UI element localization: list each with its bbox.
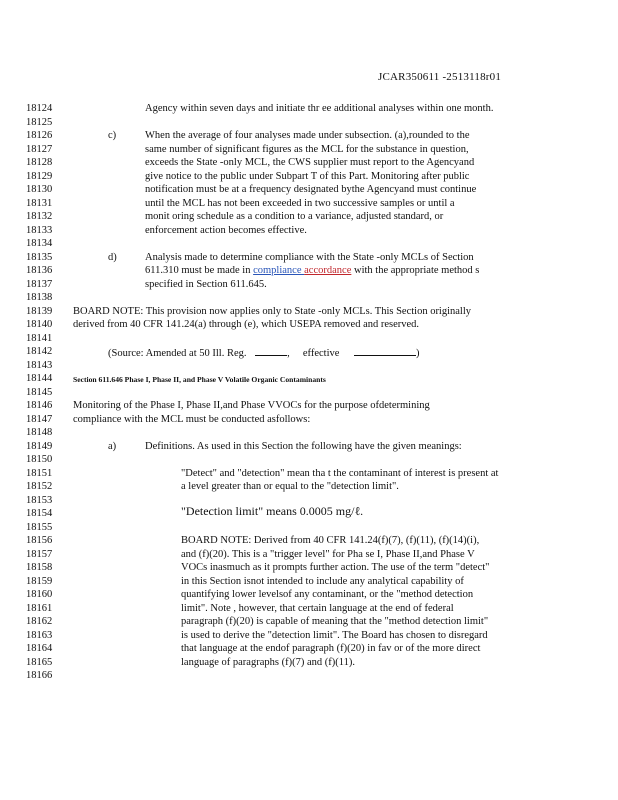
- line-number: 18151: [26, 467, 53, 479]
- board-note-line: BOARD NOTE: This provision now applies only to State -only MCLs. This Section originally: [73, 305, 472, 317]
- detect-definition-line: "Detect" and "detection" mean tha t the contaminant of interest is present at: [181, 467, 499, 479]
- line-number: 18161: [26, 602, 53, 614]
- item-label-a: a): [108, 440, 117, 452]
- source-note: (Source: Amended at 50 Ill. Reg. , effective ): [108, 345, 420, 361]
- line-number: 18163: [26, 629, 53, 641]
- line-number: 18140: [26, 319, 53, 330]
- line-number: 18162: [26, 616, 53, 627]
- line-number: 18129: [26, 170, 53, 182]
- line-number: 18131: [26, 197, 53, 209]
- line-number: 18128: [26, 157, 53, 168]
- line-number: 18155: [26, 521, 53, 533]
- inner-board-note-line: that language at the endof paragraph (f)(20) in fav or of the more direct: [181, 643, 481, 654]
- line-number: 18138: [26, 292, 53, 303]
- board-note-line: derived from 40 CFR 141.24(a) through (e), which USEPA removed and reserved.: [73, 319, 420, 330]
- paragraph-d-line: Analysis made to determine compliance with the State -only MCLs of Section: [145, 251, 474, 263]
- paragraph-c-line: When the average of four analyses made under subsection. (a),rounded to the: [145, 130, 470, 141]
- detect-definition-line: a level greater than or equal to the "detection limit".: [181, 481, 399, 492]
- line-number: 18142: [26, 346, 53, 357]
- line-number: 18154: [26, 508, 53, 519]
- definitions-heading: Definitions. As used in this Section the following have the given meanings:: [145, 440, 462, 452]
- line-number: 18143: [26, 359, 53, 371]
- line-number: 18150: [26, 454, 53, 465]
- item-label-c: c): [108, 130, 117, 141]
- inner-board-note-line: quantifying lower levelsof any contaminant, or the "method detection: [181, 589, 474, 600]
- inner-board-note-line: and (f)(20). This is a "trigger level" for Pha se I, Phase II,and Phase V: [181, 548, 475, 560]
- line-number: 18134: [26, 238, 53, 249]
- line-number: 18149: [26, 440, 53, 452]
- paragraph-c-line: until the MCL has not been exceeded in two successive samples or until a: [145, 197, 455, 209]
- line-number: 18158: [26, 562, 53, 573]
- line-number: 18165: [26, 656, 53, 668]
- line-number: 18132: [26, 211, 53, 222]
- line-number: 18141: [26, 332, 53, 344]
- inner-board-note-line: limit". Note , however, that certain language at the end of federal: [181, 602, 454, 614]
- line-number: 18164: [26, 643, 53, 654]
- inner-board-note-line: paragraph (f)(20) is capable of meaning that the "method detection limit": [181, 616, 489, 627]
- effective-label: effective: [302, 348, 340, 359]
- line-number: 18125: [26, 116, 53, 128]
- document-id-header: JCAR350611 -2513118r01: [378, 71, 502, 83]
- line-number: 18153: [26, 494, 53, 506]
- inner-board-note-line: in this Section isnot intended to include any analytical capability of: [181, 575, 464, 587]
- line-number: 18139: [26, 305, 53, 317]
- line-number: 18157: [26, 548, 53, 560]
- line-number: 18126: [26, 130, 53, 141]
- monitoring-intro-line: Monitoring of the Phase I, Phase II,and Phase VVOCs for the purpose ofdetermining: [73, 400, 430, 411]
- line-number: 18145: [26, 386, 53, 398]
- line-number: 18137: [26, 278, 53, 290]
- inner-board-note-line: language of paragraphs (f)(7) and (f)(11).: [181, 656, 355, 668]
- line-number: 18148: [26, 427, 53, 438]
- line-number: 18152: [26, 481, 53, 492]
- accordance-inserted-text: accordance: [304, 265, 352, 276]
- line-number: 18144: [26, 373, 53, 384]
- paragraph-c-line: give notice to the public under Subpart T of this Part. Monitoring after public: [145, 170, 470, 182]
- paragraph-d-text: with the appropriate method s: [351, 265, 480, 276]
- compliance-deleted-link[interactable]: compliance: [253, 265, 305, 276]
- line-number: 18160: [26, 589, 53, 600]
- paragraph-c-line: exceeds the State -only MCL, the CWS supplier must report to the Agencyand: [145, 157, 475, 168]
- effective-date-blank: [354, 345, 416, 356]
- paragraph-c-line: monit oring schedule as a condition to a variance, adjusted standard, or: [145, 211, 444, 222]
- line-number: 18133: [26, 224, 53, 236]
- line-number: 18146: [26, 400, 53, 411]
- section-heading: Section 611.646 Phase I, Phase II, and Phase V Volatile Organic Contaminants: [73, 375, 326, 384]
- line-number: 18156: [26, 535, 53, 546]
- inner-board-note-line: BOARD NOTE: Derived from 40 CFR 141.24(f)(7), (f)(11), (f)(14)(i),: [181, 535, 480, 546]
- paragraph-d-text: 611.310 must be made in: [145, 265, 254, 276]
- line-number: 18136: [26, 265, 53, 276]
- paragraph-c-line: notification must be at a frequency designated bythe Agencyand must continue: [145, 184, 477, 195]
- paragraph-d-line: specified in Section 611.645.: [145, 278, 267, 290]
- paragraph-c-line: same number of significant figures as the MCL for the substance in question,: [145, 143, 469, 155]
- source-text: (Source: Amended at 50 Ill. Reg.: [108, 348, 247, 359]
- detection-limit-definition: "Detection limit" means 0.0005 mg/ℓ.: [181, 504, 364, 518]
- inner-board-note-line: is used to derive the "detection limit". The Board has chosen to disregard: [181, 629, 488, 641]
- line-number: 18127: [26, 143, 53, 155]
- paragraph-b-continuation: Agency within seven days and initiate thr ee additional analyses within one month.: [145, 103, 494, 114]
- inner-board-note-line: VOCs inasmuch as it prompts further action. The use of the term "detect": [181, 562, 490, 573]
- monitoring-intro-line: compliance with the MCL must be conducted asfollows:: [73, 413, 311, 425]
- line-number: 18166: [26, 670, 53, 681]
- line-number: 18147: [26, 413, 53, 425]
- line-number: 18124: [26, 103, 53, 114]
- paragraph-d-line: [145, 264, 479, 278]
- line-number: 18159: [26, 575, 53, 587]
- paragraph-c-line: enforcement action becomes effective.: [145, 224, 307, 236]
- line-number: 18135: [26, 251, 53, 263]
- line-number: 18130: [26, 184, 53, 195]
- item-label-d: d): [108, 251, 117, 263]
- volume-blank: [255, 345, 287, 356]
